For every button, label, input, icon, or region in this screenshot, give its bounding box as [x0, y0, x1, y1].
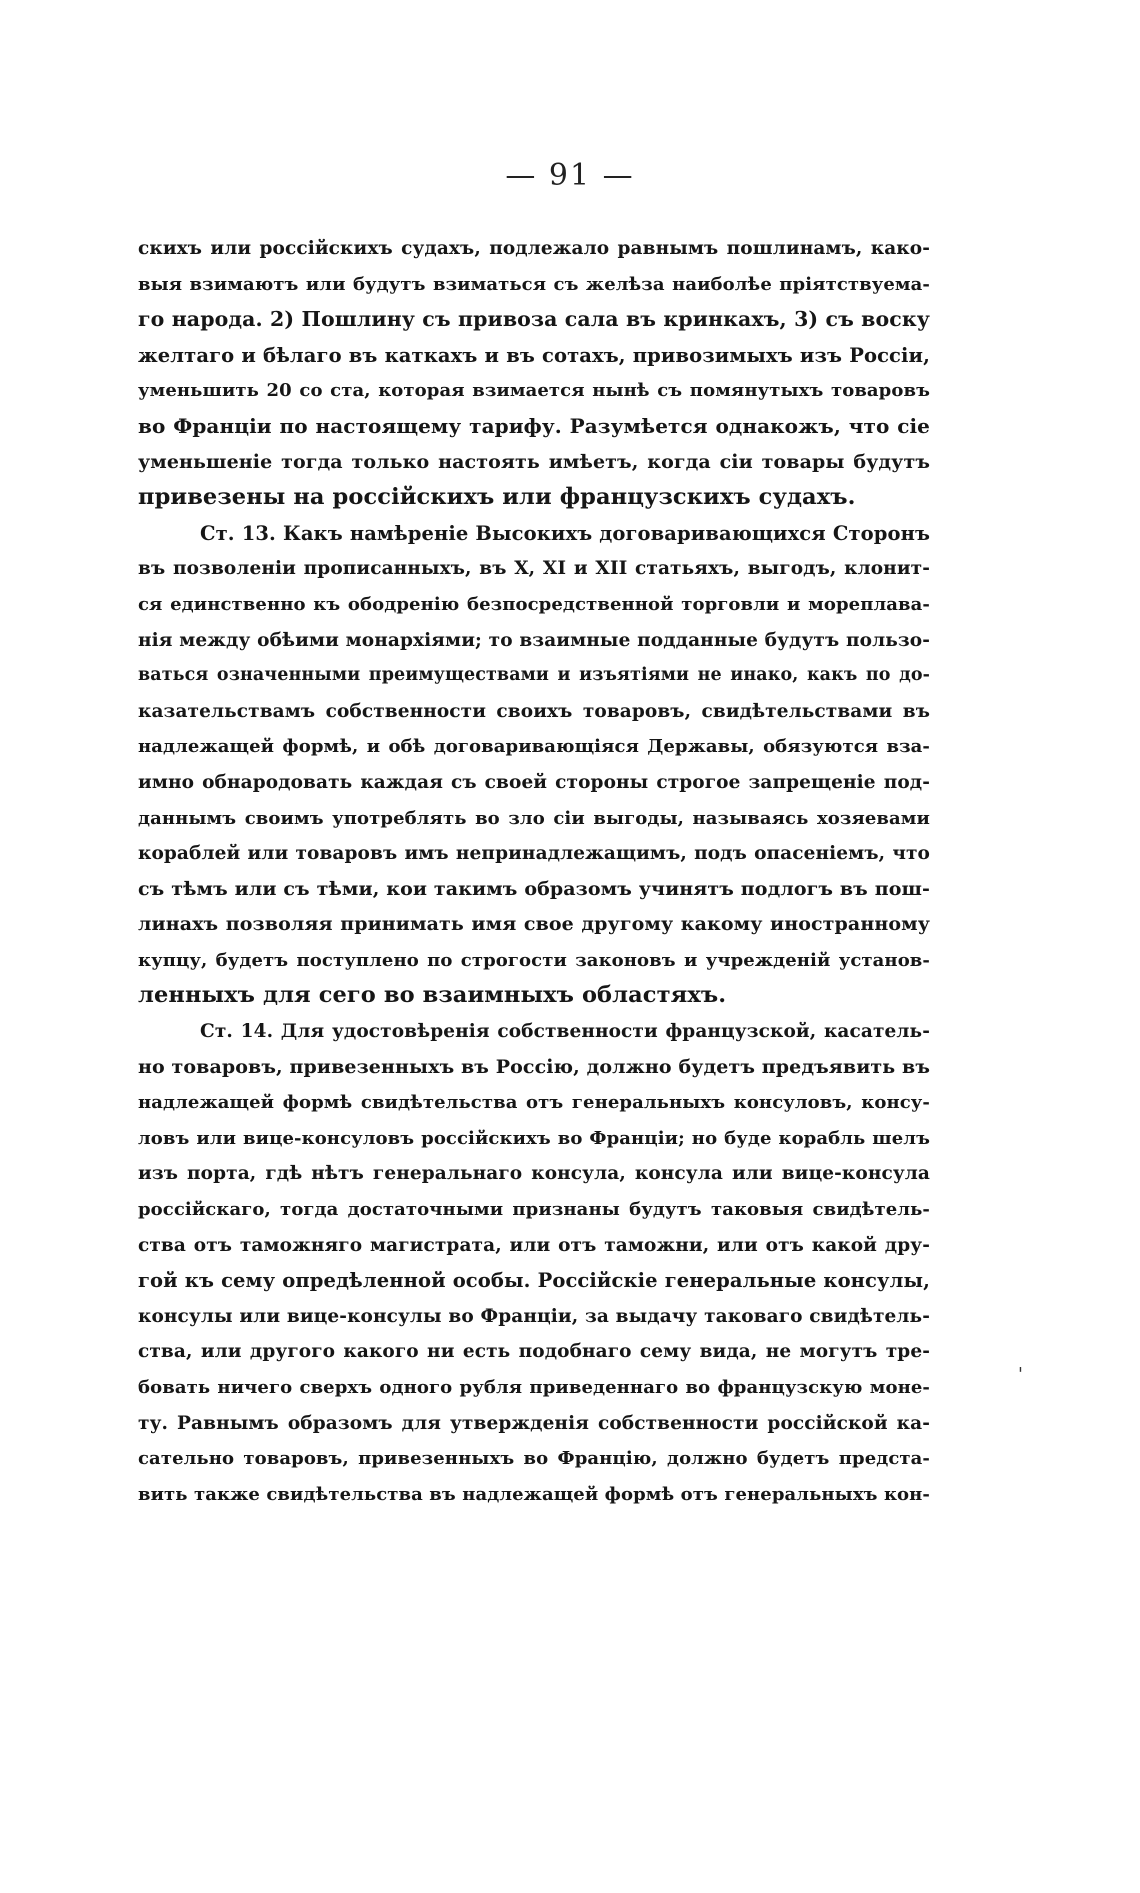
text-line: ся единственно къ ободренію безпосредственной торговли и мореплава-	[138, 593, 930, 615]
text-line: выя взимаютъ или будутъ взиматься съ желѣза наиболѣе пріятствуема-	[138, 273, 930, 295]
text-line: кораблей или товаровъ имъ непринадлежащимъ, подъ опасеніемъ, что	[138, 843, 930, 865]
text-line: имно обнародовать каждая съ своей стороны строгое запрещеніе под-	[138, 771, 930, 793]
text-line: въ позволеніи прописанныхъ, въ X, XI и XII статьяхъ, выгодъ, клонит-	[138, 558, 930, 580]
text-line: желтаго и бѣлаго въ каткахъ и въ сотахъ, привозимыхъ изъ Россіи,	[138, 343, 930, 367]
text-line: ства, или другого какого ни есть подобнаго сему вида, не могутъ тре-	[138, 1341, 930, 1363]
text-line: даннымъ своимъ употреблять во зло сіи выгоды, называясь хозяевами	[138, 807, 930, 829]
text-line: уменьшить 20 со ста, которая взимается нынѣ съ помянутыхъ товаровъ	[138, 380, 930, 402]
text-line: но товаровъ, привезенныхъ въ Россію, должно будетъ предъявить въ	[138, 1055, 930, 1078]
text-line: консулы или вице-консулы во Франціи, за выдачу таковаго свидѣтель-	[138, 1305, 930, 1327]
text-line: гой къ сему опредѣленной особы. Россійскіе генеральные консулы,	[138, 1269, 930, 1293]
text-line: го народа. 2) Пошлину съ привоза сала въ кринкахъ, 3) съ воску	[138, 307, 930, 332]
text-line: россійскаго, тогда достаточными признаны будутъ таковыя свидѣтель-	[138, 1199, 930, 1221]
text-line: Ст. 13. Какъ намѣреніе Высокихъ договаривающихся Сторонъ	[200, 521, 930, 545]
text-line: скихъ или россійскихъ судахъ, подлежало равнымъ пошлинамъ, како-	[138, 238, 930, 259]
text-line: казательствамъ собственности своихъ товаровъ, свидѣтельствами въ	[138, 700, 930, 722]
text-line: Ст. 14. Для удостовѣренія собственности французской, касатель-	[200, 1021, 930, 1043]
text-line: нія между обѣими монархіями; то взаимные подданные будутъ пользо-	[138, 629, 930, 651]
text-line: сательно товаровъ, привезенныхъ во Францію, должно будетъ предста-	[138, 1448, 930, 1470]
text-line: линахъ позволяя принимать имя свое другому какому иностранному	[138, 913, 930, 936]
text-line: надлежащей формѣ свидѣтельства отъ генеральныхъ консуловъ, консу-	[138, 1092, 930, 1114]
scan-speck-mark: ꞌ	[1018, 1364, 1023, 1385]
text-line: купцу, будетъ поступлено по строгости законовъ и учрежденій установ-	[138, 949, 930, 971]
body-text	[138, 231, 930, 1512]
text-line: изъ порта, гдѣ нѣтъ генеральнаго консула, консула или вице-консула	[138, 1163, 930, 1185]
text-line: бовать ничего сверхъ одного рубля приведеннаго во французскую моне-	[138, 1377, 930, 1398]
text-line: надлежащей формѣ, и обѣ договаривающіяся Державы, обязуются вза-	[138, 736, 930, 758]
text-line: съ тѣмъ или съ тѣми, кои такимъ образомъ учинятъ подлогъ въ пош-	[138, 877, 930, 900]
text-line: привезены на россійскихъ или французскихъ судахъ.	[138, 484, 856, 511]
text-line: ленныхъ для сего во взаимныхъ областяхъ.	[138, 982, 727, 1009]
page-number: — 91 —	[505, 158, 635, 193]
text-line: вить также свидѣтельства въ надлежащей формѣ отъ генеральныхъ кон-	[138, 1483, 930, 1505]
text-line: ства отъ таможняго магистрата, или отъ таможни, или отъ какой дру-	[138, 1234, 930, 1256]
text-line: ту. Равнымъ образомъ для утвержденія собственности россійской ка-	[138, 1412, 930, 1434]
text-line: уменьшеніе тогда только настоять имѣетъ, когда сіи товары будутъ	[138, 450, 930, 473]
text-line: ловъ или вице-консуловъ россійскихъ во Франціи; но буде корабль шелъ	[138, 1127, 930, 1149]
text-line: во Франціи по настоящему тарифу. Разумѣется однакожъ, что сіе	[138, 413, 930, 438]
text-line: ваться означенными преимуществами и изъятіями не инако, какъ по до-	[138, 665, 930, 686]
